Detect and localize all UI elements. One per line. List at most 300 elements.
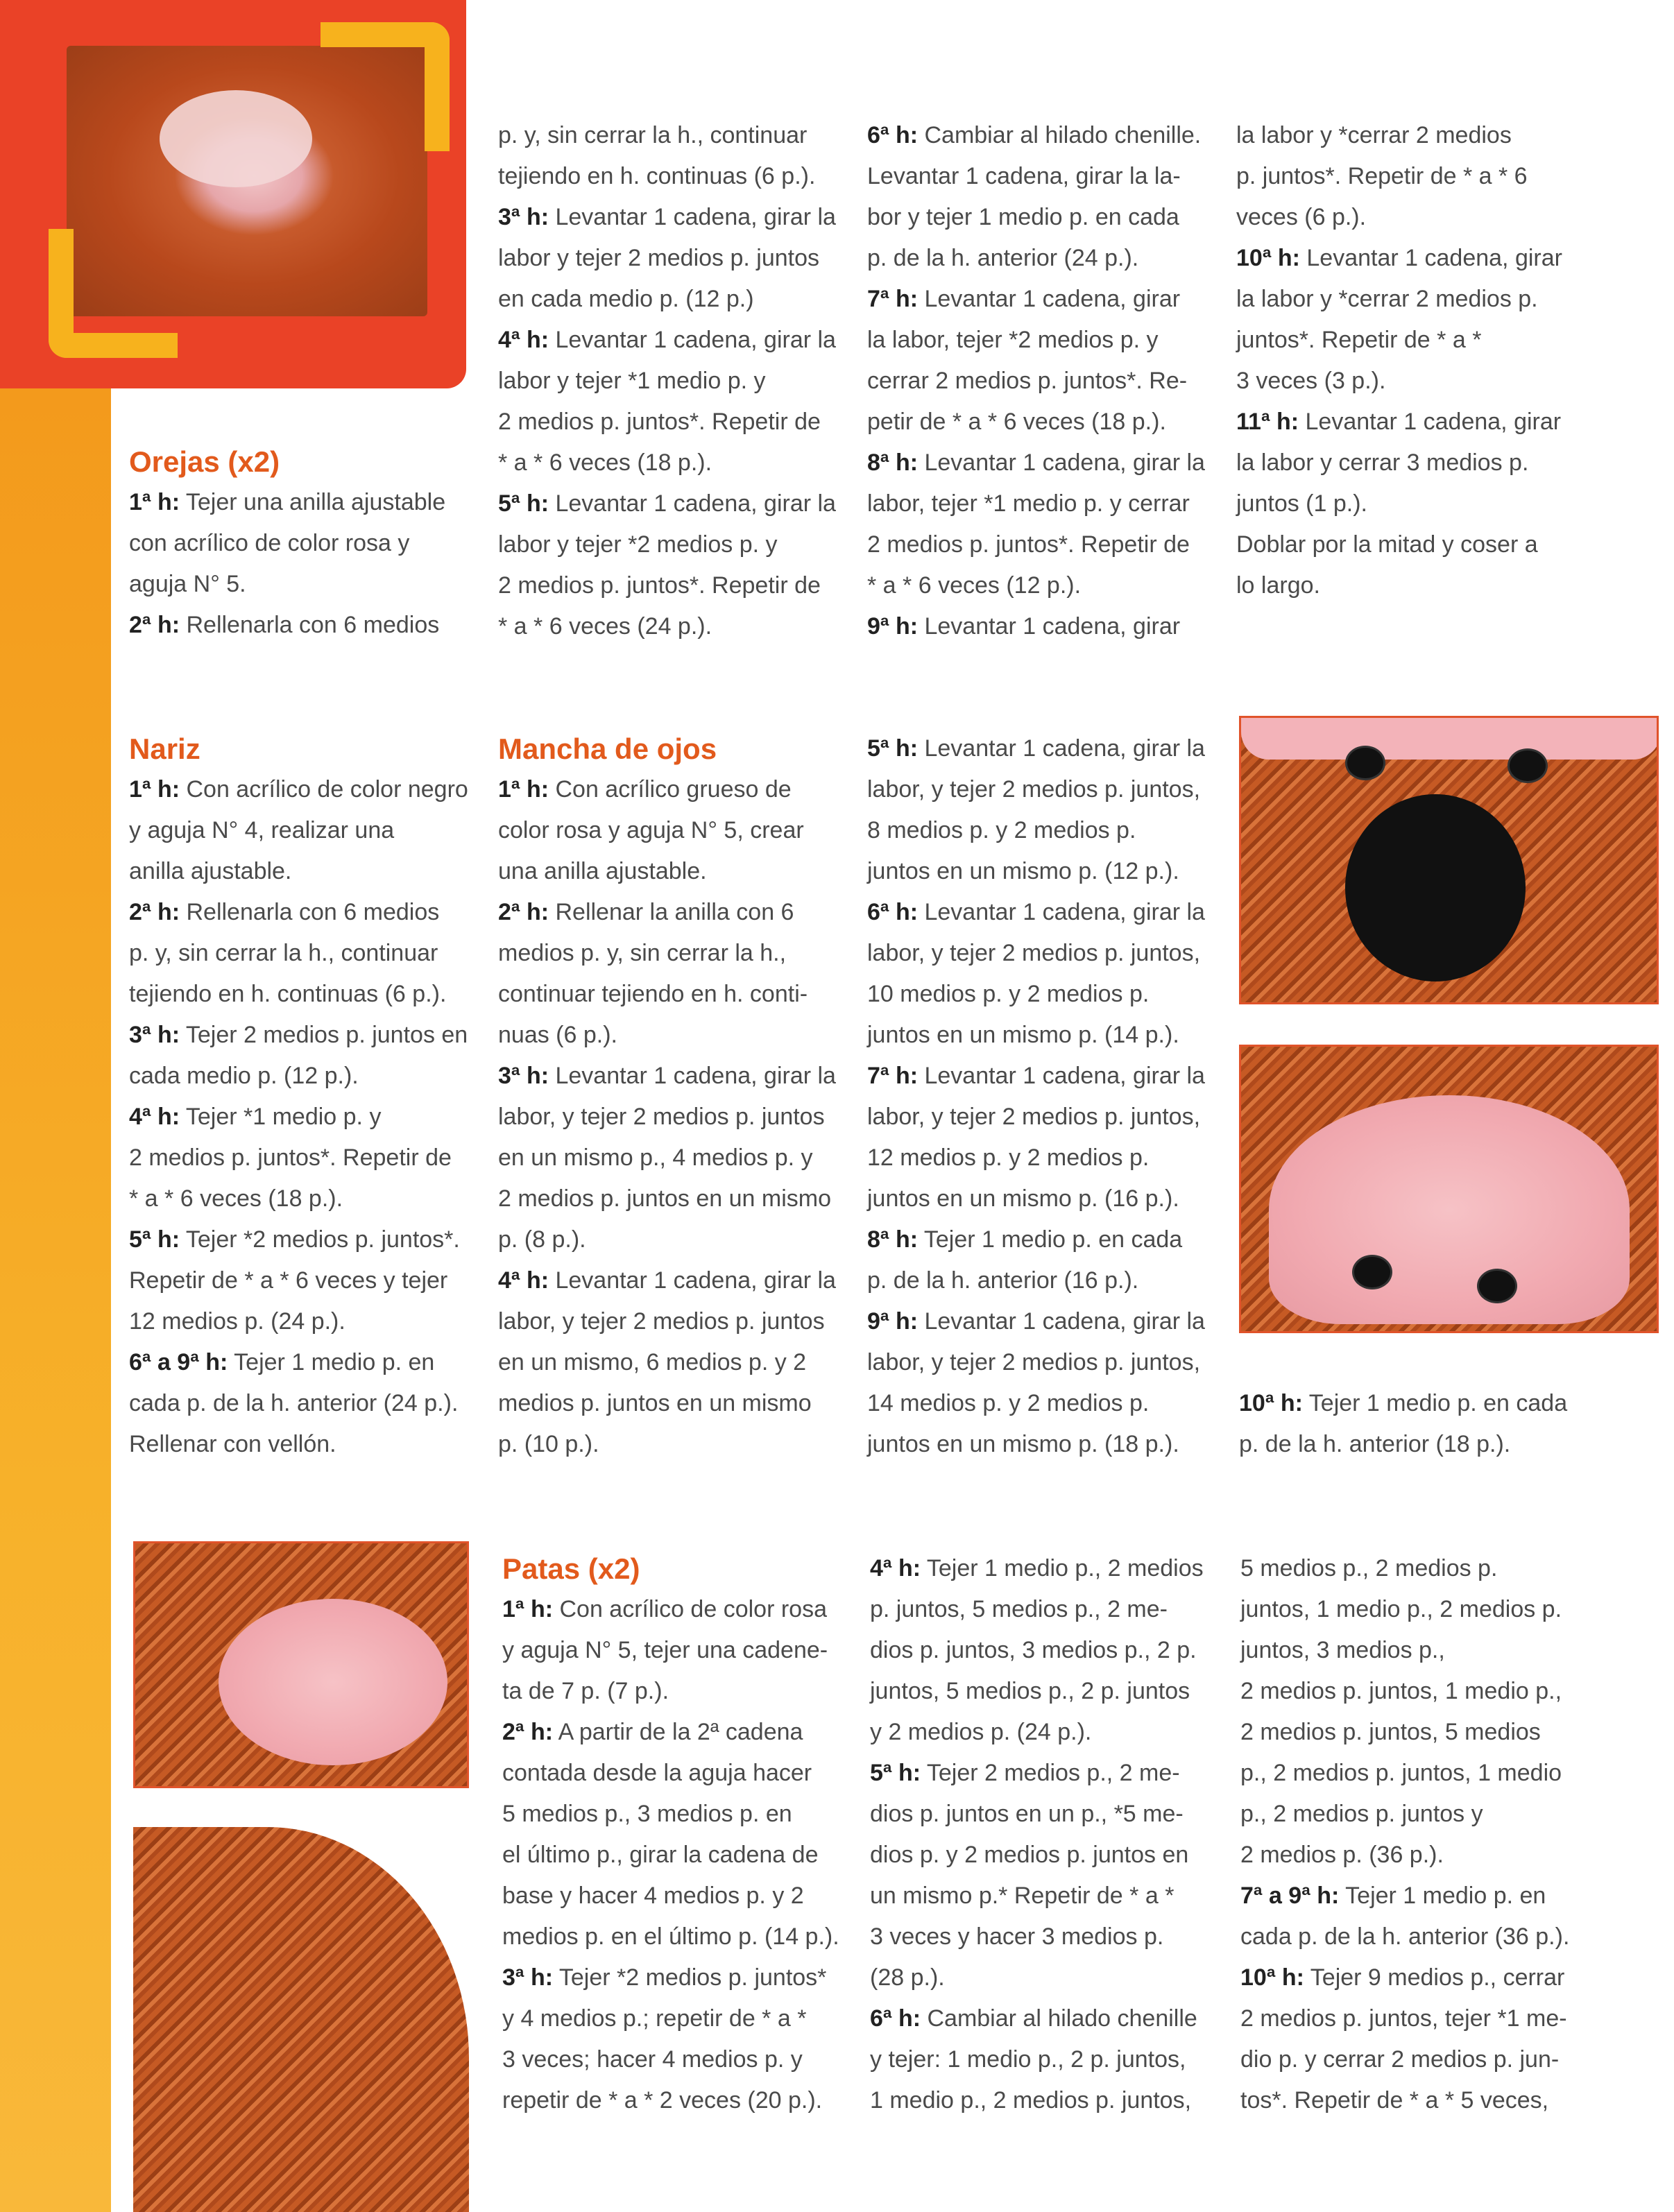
row-label: 3ª h:: [129, 1022, 180, 1048]
row-text: p. juntos*. Repetir de * a * 6: [1236, 163, 1528, 189]
row-label: 8ª h:: [867, 1226, 919, 1253]
instruction-line: [502, 1753, 839, 1794]
instruction-line: [498, 279, 836, 320]
row-text: Rellenarla con 6 medios: [180, 899, 440, 925]
row-text: labor, y tejer 2 medios p. juntos: [498, 1104, 825, 1130]
row-text: juntos en un mismo p. (18 p.).: [867, 1431, 1179, 1457]
instruction-line: [498, 320, 836, 361]
row-text: color rosa y aguja N° 5, crear: [498, 817, 804, 843]
instruction-line: [870, 1917, 1204, 1957]
row-label: 4ª h:: [129, 1104, 180, 1130]
row-text: 12 medios p. (24 p.).: [129, 1308, 345, 1335]
instruction-line: [867, 1015, 1205, 1056]
pink-sole: [219, 1599, 447, 1765]
row-label: 5ª h:: [498, 490, 549, 517]
row-text: A partir de la 2ª cadena: [553, 1719, 803, 1745]
row-text: Con acrílico grueso de: [549, 776, 792, 803]
row-text: juntos*. Repetir de * a *: [1236, 327, 1482, 353]
instruction-line: [870, 1794, 1204, 1835]
row-text: labor, y tejer 2 medios p. juntos,: [867, 1104, 1201, 1130]
corner-bracket-bottom-left: [49, 229, 178, 358]
row-label: 1ª h:: [498, 776, 549, 803]
row-text: * a * 6 veces (18 p.).: [498, 449, 712, 476]
corner-bracket-top-right: [321, 22, 450, 151]
orange-side-bar: [0, 388, 111, 2212]
row-text: 2 medios p. juntos, 5 medios: [1240, 1719, 1541, 1745]
row-text: Cambiar al hilado chenille: [921, 2005, 1197, 2032]
instruction-line: [870, 1548, 1204, 1589]
row-text: medios p. juntos en un mismo: [498, 1390, 812, 1416]
row-text: labor y tejer 2 medios p. juntos: [498, 245, 820, 271]
row-text: labor, y tejer 2 medios p. juntos: [498, 1308, 825, 1335]
instruction-line: [498, 1219, 836, 1260]
row-text: 3 veces y hacer 3 medios p.: [870, 1923, 1164, 1950]
row-text: Tejer *2 medios p. juntos*: [553, 1964, 827, 1991]
instruction-line: [498, 197, 836, 238]
instruction-line: [870, 1835, 1204, 1876]
instruction-line: [498, 565, 836, 606]
row-text: cerrar 2 medios p. juntos*. Re-: [867, 368, 1188, 394]
row-text: p., 2 medios p. juntos y: [1240, 1801, 1483, 1827]
column-nariz: [129, 728, 468, 1465]
instruction-line: [498, 1260, 836, 1301]
instruction-line: [129, 564, 445, 605]
instruction-line: [1240, 1835, 1569, 1876]
row-label: 2ª h:: [129, 899, 180, 925]
instruction-line: [498, 1056, 836, 1097]
row-text: 2 medios p. juntos*. Repetir de: [867, 531, 1190, 558]
instruction-line: [867, 238, 1205, 279]
instruction-line: [129, 1178, 468, 1219]
row-text: ta de 7 p. (7 p.).: [502, 1678, 669, 1704]
instruction-line: [498, 1097, 836, 1138]
instruction-line: [1236, 524, 1562, 565]
section-heading: Orejas (x2): [129, 445, 280, 478]
instruction-line: [498, 892, 836, 933]
instruction-line: [502, 1957, 839, 1998]
row-text: medios p. en el último p. (14 p.).: [502, 1923, 839, 1950]
instruction-line: [1240, 1957, 1569, 1998]
instruction-line: [498, 524, 836, 565]
instruction-line: [1236, 238, 1562, 279]
row-label: 6ª a 9ª h:: [129, 1349, 228, 1375]
column-mancha-de-ojos-2: [867, 728, 1205, 1465]
row-text: Tejer 1 medio p. en: [1339, 1883, 1546, 1909]
eye-patch-photo: [1239, 1045, 1659, 1333]
row-text: 5 medios p., 3 medios p. en: [502, 1801, 792, 1827]
instruction-line: [867, 1178, 1205, 1219]
instruction-line: [870, 2080, 1204, 2121]
instruction-line: [867, 115, 1205, 156]
row-text: labor, y tejer 2 medios p. juntos,: [867, 1349, 1201, 1375]
nose-photo: [1239, 716, 1659, 1004]
row-text: Levantar 1 cadena, girar la: [918, 1308, 1205, 1335]
row-text: Con acrílico de color negro: [180, 776, 468, 803]
instruction-line: [502, 1998, 839, 2039]
column-mancha-de-ojos: [498, 728, 836, 1465]
row-text: p. de la h. anterior (18 p.).: [1239, 1431, 1511, 1457]
row-text: nuas (6 p.).: [498, 1022, 617, 1048]
instruction-line: [870, 1712, 1204, 1753]
column-patas-2: [870, 1548, 1204, 2121]
instruction-line: [867, 197, 1205, 238]
row-text: la labor y *cerrar 2 medios p.: [1236, 286, 1538, 312]
instruction-line: [502, 1794, 839, 1835]
row-label: 10ª h:: [1236, 245, 1300, 271]
row-label: 7ª h:: [867, 1063, 919, 1089]
row-text: repetir de * a * 2 veces (20 p.).: [502, 2087, 823, 2114]
row-text: 2 medios p. juntos en un mismo: [498, 1185, 832, 1212]
instruction-line: [867, 1260, 1205, 1301]
row-label: 3ª h:: [502, 1964, 554, 1991]
instruction-line: [498, 402, 836, 443]
row-text: el último p., girar la cadena de: [502, 1842, 819, 1868]
row-text: 2 medios p. (36 p.).: [1240, 1842, 1444, 1868]
row-text: p. juntos, 5 medios p., 2 me-: [870, 1596, 1168, 1622]
row-text: la labor, tejer *2 medios p. y: [867, 327, 1159, 353]
row-text: Tejer 2 medios p. juntos en: [180, 1022, 468, 1048]
instruction-line: [129, 851, 468, 892]
row-text: y 4 medios p.; repetir de * a *: [502, 2005, 807, 2032]
row-text: * a * 6 veces (24 p.).: [498, 613, 712, 640]
instruction-line: [867, 1097, 1205, 1138]
instruction-line: [129, 1015, 468, 1056]
row-text: Cambiar al hilado chenille.: [918, 122, 1202, 148]
instruction-line: [870, 1630, 1204, 1671]
row-text: cada medio p. (12 p.).: [129, 1063, 359, 1089]
row-label: 2ª h:: [129, 612, 180, 638]
instruction-line: [498, 443, 836, 483]
row-text: Tejer 1 medio p., 2 medios: [921, 1555, 1204, 1581]
row-text: 2 medios p. juntos*. Repetir de: [498, 572, 821, 599]
instruction-line: [502, 1835, 839, 1876]
instruction-line: [502, 1917, 839, 1957]
row-text: Doblar por la mitad y coser a: [1236, 531, 1538, 558]
instruction-line: [867, 1424, 1205, 1465]
pink-cap: [1241, 718, 1659, 760]
right-eye: [1477, 1269, 1517, 1303]
instruction-line: [502, 1876, 839, 1917]
instruction-line: [129, 769, 468, 810]
row-text: juntos en un mismo p. (16 p.).: [867, 1185, 1179, 1212]
row-label: 1ª h:: [502, 1596, 554, 1622]
row-label: 3ª h:: [498, 204, 549, 230]
column-orejas-3: [867, 115, 1205, 647]
row-text: Repetir de * a * 6 veces y tejer: [129, 1267, 448, 1294]
instruction-line: [1236, 483, 1562, 524]
instruction-line: [498, 1015, 836, 1056]
instruction-line: [129, 810, 468, 851]
instruction-line: [867, 524, 1205, 565]
row-text: labor y tejer *2 medios p. y: [498, 531, 778, 558]
instruction-line: [1236, 565, 1562, 606]
section-heading: Patas (x2): [502, 1552, 640, 1585]
row-label: 6ª h:: [870, 2005, 921, 2032]
row-text: 2 medios p. juntos, 1 medio p.,: [1240, 1678, 1562, 1704]
row-text: lo largo.: [1236, 572, 1320, 599]
row-text: Levantar 1 cadena, girar la: [549, 490, 836, 517]
row-text: Levantar 1 cadena, girar la: [549, 204, 836, 230]
instruction-line: [1240, 1548, 1569, 1589]
instruction-line: [867, 933, 1205, 974]
row-text: Levantar 1 cadena, girar la: [918, 735, 1205, 762]
instruction-line: [129, 892, 468, 933]
instruction-line: [870, 1589, 1204, 1630]
instruction-line: [870, 1957, 1204, 1998]
column-mancha-de-ojos-3: [1239, 1383, 1567, 1465]
instruction-line: [867, 483, 1205, 524]
black-nose: [1345, 794, 1526, 981]
row-label: 10ª h:: [1240, 1964, 1304, 1991]
row-label: 1ª h:: [129, 489, 180, 515]
row-text: juntos (1 p.).: [1236, 490, 1367, 517]
instruction-line: [867, 402, 1205, 443]
instruction-line: [1240, 1753, 1569, 1794]
right-eye: [1508, 748, 1548, 783]
instruction-line: [1236, 443, 1562, 483]
row-text: con acrílico de color rosa y: [129, 530, 410, 556]
column-orejas: [129, 441, 445, 646]
instruction-line: [502, 1671, 839, 1712]
row-label: 3ª h:: [498, 1063, 549, 1089]
instruction-line: [867, 279, 1205, 320]
instruction-line: [867, 810, 1205, 851]
row-text: Levantar 1 cadena, girar la: [918, 899, 1205, 925]
row-text: y tejer: 1 medio p., 2 p. juntos,: [870, 2046, 1186, 2073]
instruction-line: [498, 974, 836, 1015]
row-label: 5ª h:: [129, 1226, 180, 1253]
row-text: juntos, 1 medio p., 2 medios p.: [1240, 1596, 1562, 1622]
row-text: Tejer una anilla ajustable: [180, 489, 446, 515]
row-text: tejiendo en h. continuas (6 p.).: [129, 981, 447, 1007]
instruction-line: [1239, 1383, 1567, 1424]
row-text: Tejer 9 medios p., cerrar: [1304, 1964, 1565, 1991]
leg-photo: [133, 1827, 469, 2212]
row-label: 6ª h:: [867, 899, 919, 925]
row-text: Levantar 1 cadena, girar: [918, 613, 1181, 640]
instruction-line: [870, 1876, 1204, 1917]
instruction-line: [1236, 156, 1562, 197]
row-label: 1ª h:: [129, 776, 180, 803]
pink-eye-patch: [1269, 1095, 1630, 1324]
instruction-line: [129, 605, 445, 646]
instruction-line: [867, 1342, 1205, 1383]
row-label: 6ª h:: [867, 122, 919, 148]
row-text: Tejer *2 medios p. juntos*.: [180, 1226, 460, 1253]
instruction-line: [498, 1178, 836, 1219]
instruction-line: [867, 1138, 1205, 1178]
row-text: la labor y *cerrar 2 medios: [1236, 122, 1512, 148]
row-label: 10ª h:: [1239, 1390, 1303, 1416]
instruction-line: [1236, 402, 1562, 443]
instruction-line: [867, 443, 1205, 483]
instruction-line: [867, 320, 1205, 361]
instruction-line: [867, 728, 1205, 769]
instruction-line: [129, 1301, 468, 1342]
row-text: Levantar 1 cadena, girar la la-: [867, 163, 1181, 189]
row-text: p. de la h. anterior (16 p.).: [867, 1267, 1139, 1294]
row-text: 5 medios p., 2 medios p.: [1240, 1555, 1498, 1581]
row-text: Levantar 1 cadena, girar la: [549, 1267, 836, 1294]
row-text: Rellenarla con 6 medios: [180, 612, 440, 638]
instruction-line: [1239, 1424, 1567, 1465]
instruction-line: [502, 2039, 839, 2080]
row-text: Con acrílico de color rosa: [553, 1596, 827, 1622]
row-label: 11ª h:: [1236, 409, 1299, 435]
row-label: 5ª h:: [867, 735, 919, 762]
instruction-line: [1240, 1589, 1569, 1630]
row-text: Rellenar con vellón.: [129, 1431, 336, 1457]
row-label: 7ª a 9ª h:: [1240, 1883, 1340, 1909]
instruction-line: [1240, 1794, 1569, 1835]
instruction-line: [498, 1301, 836, 1342]
row-text: una anilla ajustable.: [498, 858, 707, 884]
instruction-line: [867, 1219, 1205, 1260]
instruction-line: [129, 933, 468, 974]
instruction-line: [867, 361, 1205, 402]
row-label: 4ª h:: [498, 327, 549, 353]
instruction-line: [1240, 2080, 1569, 2121]
row-text: tos*. Repetir de * a * 5 veces,: [1240, 2087, 1549, 2114]
row-label: 5ª h:: [870, 1760, 921, 1786]
paw-sole-photo: [133, 1541, 469, 1788]
row-text: en un mismo p., 4 medios p. y: [498, 1144, 813, 1171]
row-text: labor, y tejer 2 medios p. juntos,: [867, 940, 1201, 966]
row-text: * a * 6 veces (18 p.).: [129, 1185, 343, 1212]
row-text: un mismo p.* Repetir de * a *: [870, 1883, 1175, 1909]
row-text: * a * 6 veces (12 p.).: [867, 572, 1082, 599]
row-text: juntos en un mismo p. (12 p.).: [867, 858, 1179, 884]
row-text: p. de la h. anterior (24 p.).: [867, 245, 1139, 271]
instruction-line: [129, 1219, 468, 1260]
instruction-line: [498, 238, 836, 279]
row-label: 4ª h:: [498, 1267, 549, 1294]
instruction-line: [1236, 197, 1562, 238]
row-label: 2ª h:: [502, 1719, 554, 1745]
row-text: Tejer 1 medio p. en cada: [1302, 1390, 1568, 1416]
instruction-line: [867, 565, 1205, 606]
leg-body: [133, 1827, 469, 2212]
row-text: aguja N° 5.: [129, 571, 246, 597]
instruction-line: [502, 2080, 839, 2121]
instruction-line: [1236, 279, 1562, 320]
row-text: labor, tejer *1 medio p. y cerrar: [867, 490, 1190, 517]
instruction-line: [129, 1097, 468, 1138]
row-text: contada desde la aguja hacer: [502, 1760, 812, 1786]
column-orejas-2: [498, 115, 836, 647]
row-text: Levantar 1 cadena, girar: [1299, 245, 1562, 271]
row-label: 4ª h:: [870, 1555, 921, 1581]
left-eye: [1352, 1255, 1392, 1289]
instruction-line: [498, 1383, 836, 1424]
row-text: veces (6 p.).: [1236, 204, 1367, 230]
row-text: 10 medios p. y 2 medios p.: [867, 981, 1150, 1007]
instruction-line: [129, 1260, 468, 1301]
row-text: 3 veces; hacer 4 medios p. y: [502, 2046, 803, 2073]
instruction-line: [867, 156, 1205, 197]
instruction-line: [129, 1342, 468, 1383]
instruction-line: [498, 606, 836, 647]
row-text: Levantar 1 cadena, girar: [1299, 409, 1562, 435]
row-text: labor, y tejer 2 medios p. juntos,: [867, 776, 1201, 803]
instruction-line: [867, 851, 1205, 892]
row-text: Tejer 1 medio p. en: [228, 1349, 435, 1375]
instruction-line: [1236, 115, 1562, 156]
instruction-line: [867, 1383, 1205, 1424]
instruction-line: [870, 1671, 1204, 1712]
row-text: en cada medio p. (12 p.): [498, 286, 754, 312]
instruction-line: [867, 1056, 1205, 1097]
instruction-line: [1240, 1876, 1569, 1917]
instruction-line: [498, 933, 836, 974]
column-orejas-4: [1236, 115, 1562, 606]
row-text: juntos en un mismo p. (14 p.).: [867, 1022, 1179, 1048]
column-patas: [502, 1548, 839, 2121]
instruction-line: [1236, 361, 1562, 402]
row-text: Rellenar la anilla con 6: [549, 899, 794, 925]
row-text: base y hacer 4 medios p. y 2: [502, 1883, 804, 1909]
row-text: cada p. de la h. anterior (24 p.).: [129, 1390, 459, 1416]
row-text: juntos, 5 medios p., 2 p. juntos: [870, 1678, 1190, 1704]
row-text: tejiendo en h. continuas (6 p.).: [498, 163, 816, 189]
row-text: y aguja N° 5, tejer una cadene-: [502, 1637, 828, 1663]
row-text: la labor y cerrar 3 medios p.: [1236, 449, 1529, 476]
instruction-line: [1240, 2039, 1569, 2080]
instruction-line: [498, 361, 836, 402]
row-label: 7ª h:: [867, 286, 919, 312]
row-text: p. (8 p.).: [498, 1226, 586, 1253]
ear-photo-tile: [0, 0, 466, 388]
instruction-line: [129, 1056, 468, 1097]
row-label: 9ª h:: [867, 613, 919, 640]
instruction-line: [129, 523, 445, 564]
row-text: cada p. de la h. anterior (36 p.).: [1240, 1923, 1570, 1950]
section-heading: Mancha de ojos: [498, 732, 717, 765]
instruction-line: [129, 974, 468, 1015]
instruction-line: [498, 1342, 836, 1383]
row-text: 3 veces (3 p.).: [1236, 368, 1386, 394]
row-text: Levantar 1 cadena, girar la: [918, 449, 1205, 476]
row-text: dio p. y cerrar 2 medios p. jun-: [1240, 2046, 1560, 2073]
instruction-line: [498, 156, 836, 197]
instruction-line: [867, 1301, 1205, 1342]
instruction-line: [129, 1383, 468, 1424]
instruction-line: [1240, 1671, 1569, 1712]
instruction-line: [498, 483, 836, 524]
row-text: (28 p.).: [870, 1964, 945, 1991]
ear-pink-lining: [160, 90, 312, 187]
row-text: dios p. juntos en un p., *5 me-: [870, 1801, 1184, 1827]
row-text: 1 medio p., 2 medios p. juntos,: [870, 2087, 1192, 2114]
instruction-line: [1240, 1630, 1569, 1671]
instruction-line: [129, 1138, 468, 1178]
instruction-line: [502, 1589, 839, 1630]
instruction-line: [867, 892, 1205, 933]
row-text: 12 medios p. y 2 medios p.: [867, 1144, 1150, 1171]
instruction-line: [870, 2039, 1204, 2080]
row-text: Levantar 1 cadena, girar: [918, 286, 1181, 312]
row-text: dios p. juntos, 3 medios p., 2 p.: [870, 1637, 1197, 1663]
row-text: y aguja N° 4, realizar una: [129, 817, 395, 843]
instruction-line: [502, 1712, 839, 1753]
section-heading: Nariz: [129, 732, 200, 765]
row-text: anilla ajustable.: [129, 858, 292, 884]
instruction-line: [129, 482, 445, 523]
instruction-line: [498, 115, 836, 156]
row-text: p. (10 p.).: [498, 1431, 599, 1457]
row-text: 2 medios p. juntos*. Repetir de: [498, 409, 821, 435]
row-text: dios p. y 2 medios p. juntos en: [870, 1842, 1189, 1868]
